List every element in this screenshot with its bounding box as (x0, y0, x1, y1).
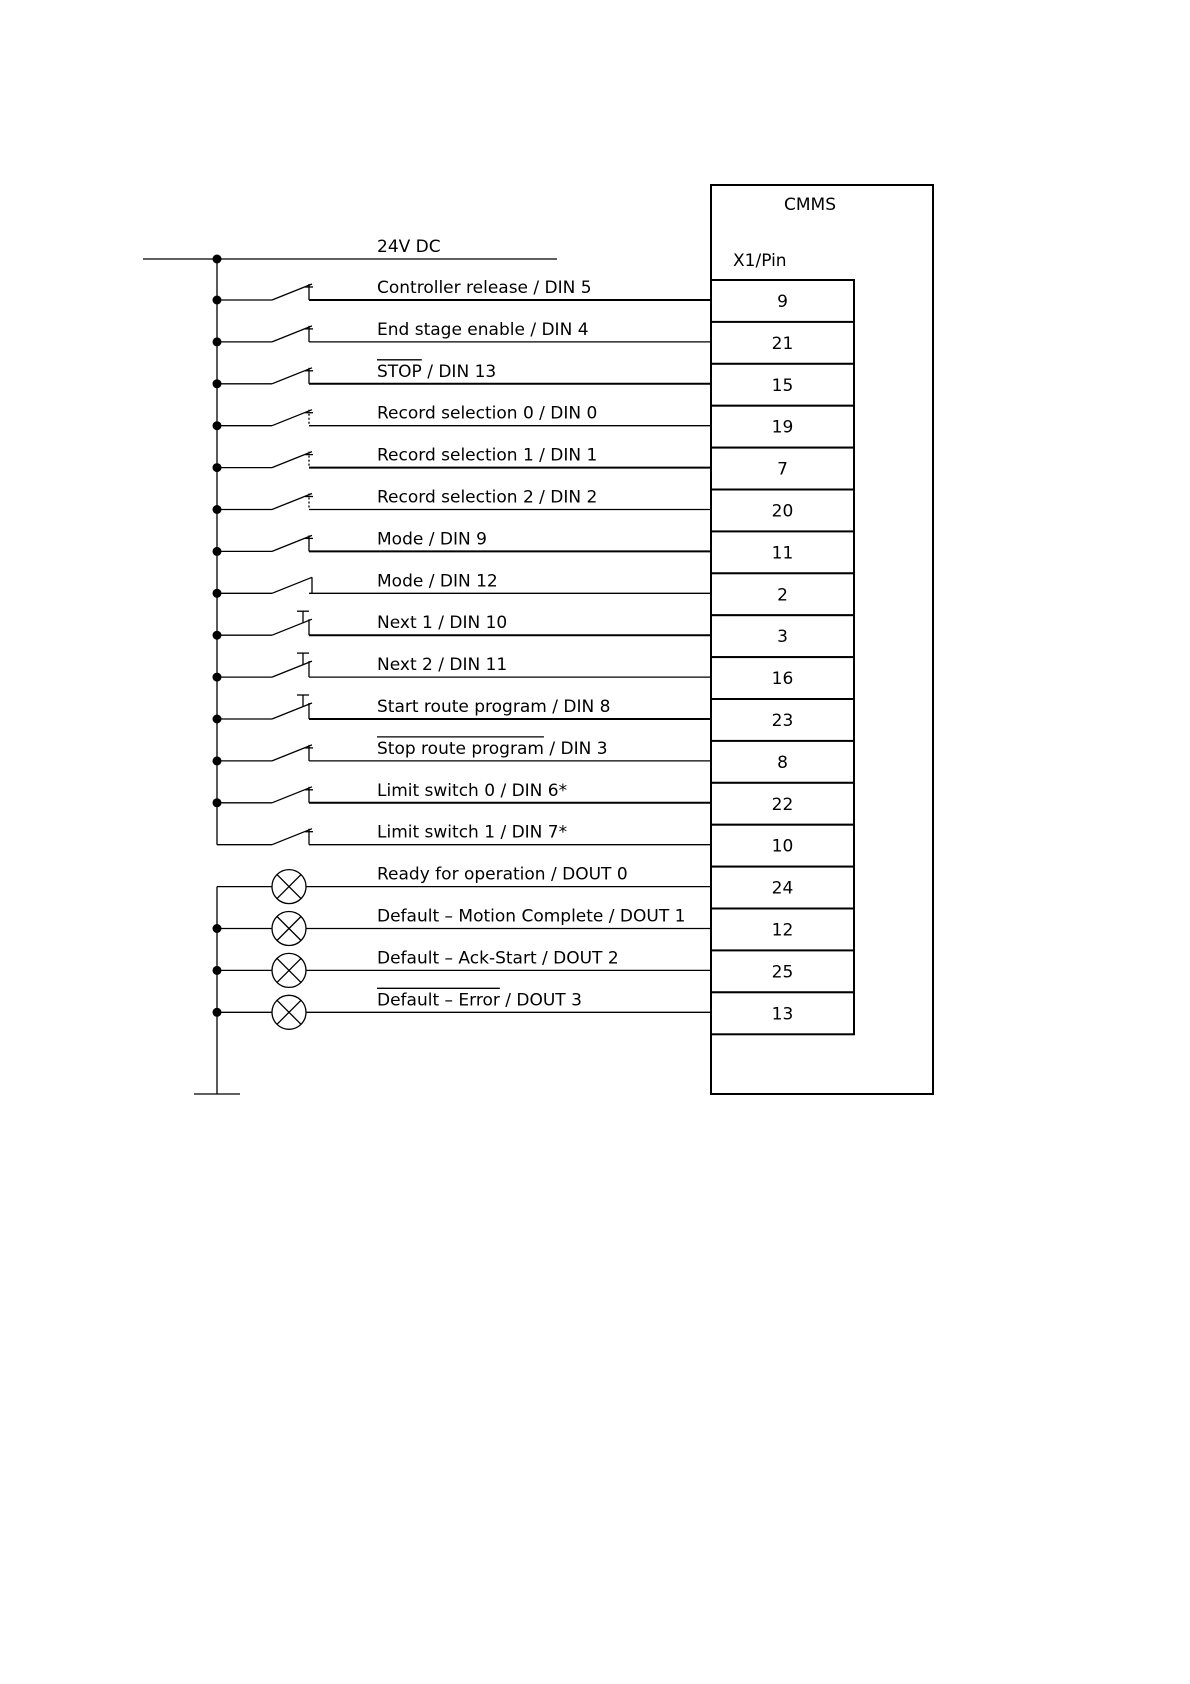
signal-label: Record selection 0 / DIN 0 (377, 403, 598, 424)
pin-number: 10 (771, 836, 794, 857)
pin-number: 24 (771, 878, 794, 899)
switch-blade (272, 661, 312, 677)
pin-number: 11 (771, 543, 794, 564)
pin-number: 9 (777, 292, 788, 312)
pin-number: 25 (771, 962, 794, 983)
connector-label: X1/Pin (733, 251, 787, 271)
signal-label: Record selection 1 / DIN 1 (377, 445, 598, 466)
signal-label: Stop route program / DIN 3 (377, 738, 608, 759)
pin-number: 21 (771, 333, 794, 354)
switch-blade (272, 703, 312, 719)
pin-number: 15 (771, 375, 794, 396)
pin-number: 3 (777, 627, 788, 648)
signal-label: End stage enable / DIN 4 (377, 319, 589, 340)
pin-number: 8 (777, 752, 788, 773)
signal-label: Default – Error / DOUT 3 (377, 990, 582, 1011)
signal-label: Default – Motion Complete / DOUT 1 (377, 906, 686, 927)
signal-label: Controller release / DIN 5 (377, 278, 592, 298)
signal-label: Next 1 / DIN 10 (377, 613, 508, 634)
signal-label: STOP / DIN 13 (377, 361, 497, 382)
signal-label: Ready for operation / DOUT 0 (377, 864, 628, 885)
pin-number: 23 (771, 711, 794, 731)
signal-label: Start route program / DIN 8 (377, 697, 611, 717)
pin-number: 13 (771, 1004, 794, 1025)
device-name: CMMS (784, 195, 836, 215)
signal-label: Default – Ack-Start / DOUT 2 (377, 948, 619, 969)
pin-number: 20 (771, 501, 794, 522)
signal-label: Mode / DIN 9 (377, 529, 487, 550)
switch-blade (272, 619, 312, 635)
pin-number: 19 (771, 417, 794, 438)
junction-dot (213, 255, 222, 264)
pin-number: 12 (771, 920, 794, 941)
supply-label: 24V DC (377, 237, 441, 257)
pin-number: 2 (777, 585, 788, 606)
pin-number: 16 (771, 669, 794, 690)
pin-number: 7 (777, 459, 788, 480)
pin-number: 22 (771, 794, 794, 815)
switch-blade (272, 577, 312, 593)
signal-label: Record selection 2 / DIN 2 (377, 487, 598, 508)
signal-label: Next 2 / DIN 11 (377, 655, 508, 676)
signal-label: Mode / DIN 12 (377, 571, 498, 592)
signal-label: Limit switch 1 / DIN 7* (377, 822, 568, 843)
signal-rows (213, 255, 855, 1095)
signal-label: Limit switch 0 / DIN 6* (377, 780, 568, 801)
